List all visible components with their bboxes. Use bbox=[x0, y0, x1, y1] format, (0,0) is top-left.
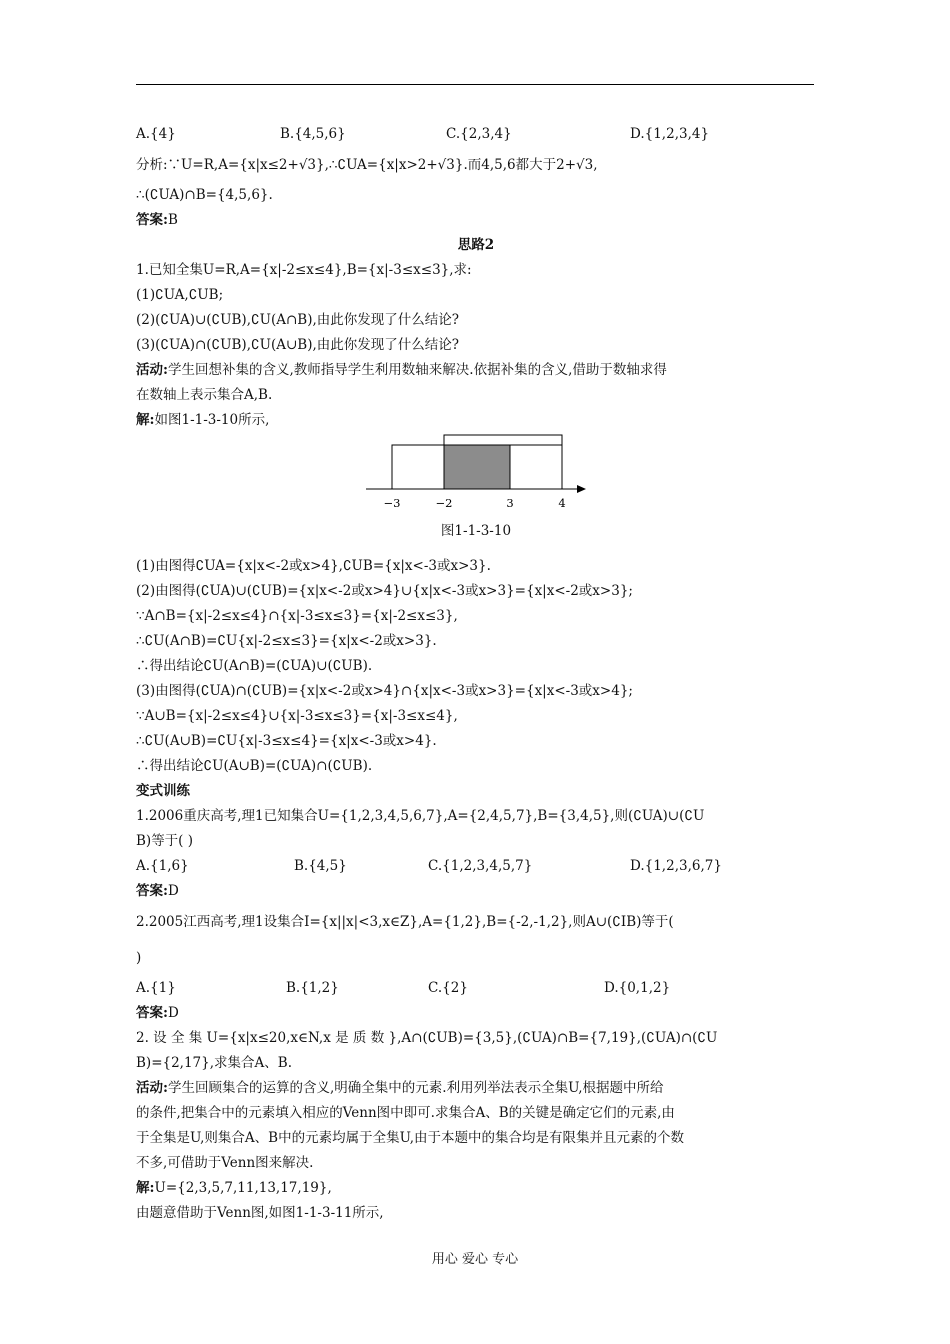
problem2-activity-3: 于全集是U,则集合A、B中的元素均属于全集U,由于本题中的集合均是有限集并且元素的个数 bbox=[136, 1130, 685, 1146]
step-5: ∴得出结论∁U(A∩B)=(∁UA)∪(∁UB). bbox=[136, 658, 373, 674]
step-4: ∴∁U(A∩B)=∁U{x|-2≤x≤3}={x|x<-2或x>3}. bbox=[136, 633, 437, 649]
activity-text: 学生回顾集合的运算的含义,明确全集中的元素.利用列举法表示全集U,根据题中所给 bbox=[167, 1080, 664, 1096]
problem1-part-1: (1)∁UA,∁UB; bbox=[136, 287, 224, 303]
option-a: A.{4} bbox=[136, 126, 176, 142]
prev-answer bbox=[136, 208, 816, 233]
prev-options bbox=[136, 122, 816, 147]
answer-label: 答案: bbox=[136, 212, 168, 228]
option-a: A.{1} bbox=[136, 980, 176, 996]
option-b: B.{1,2} bbox=[286, 980, 339, 996]
answer-value: D bbox=[167, 883, 179, 899]
variant-ex1-line1: 1.2006重庆高考,理1已知集合U={1,2,3,4,5,6,7},A={2,4,5,7},B={3,4,5},则(∁UA)∪(∁U bbox=[136, 808, 705, 824]
solution-intro-text: 如图1-1-3-10所示, bbox=[154, 412, 270, 428]
problem2-solution-1 bbox=[136, 1176, 816, 1201]
option-c: C.{2,3,4} bbox=[446, 126, 512, 142]
option-d: D.{1,2,3,6,7} bbox=[630, 858, 722, 874]
problem1-part-3: (3)(∁UA)∩(∁UB),∁U(A∪B),由此你发现了什么结论? bbox=[136, 337, 459, 353]
number-line-svg bbox=[366, 433, 726, 509]
tick-label-neg3: −3 bbox=[383, 496, 401, 509]
axis-arrow-icon bbox=[577, 485, 586, 493]
figure-caption: 图1-1-3-10 bbox=[440, 523, 512, 539]
option-c: C.{1,2,3,4,5,7} bbox=[428, 858, 533, 874]
problem2-activity-2: 的条件,把集合中的元素填入相应的Venn图中即可.求集合A、B的关键是确定它们的元素,由 bbox=[136, 1105, 675, 1121]
option-b: B.{4,5} bbox=[294, 858, 347, 874]
tick-label-neg2: −2 bbox=[435, 496, 453, 509]
problem2-activity-1 bbox=[136, 1076, 816, 1101]
solution-label: 解: bbox=[136, 1180, 155, 1196]
activity-text: 学生回想补集的含义,教师指导学生利用数轴来解决.依据补集的含义,借助于数轴求得 bbox=[167, 362, 667, 378]
solution-label: 解: bbox=[136, 412, 155, 428]
variant-ex1-answer bbox=[136, 879, 816, 904]
step-1: (1)由图得∁UA={x|x<-2或x>4},∁UB={x|x<-3或x>3}. bbox=[136, 558, 491, 574]
variant-ex2-options bbox=[136, 976, 816, 1001]
step-8: ∴∁U(A∪B)=∁U{x|-3≤x≤4}={x|x<-3或x>4}. bbox=[136, 733, 437, 749]
problem2-line2: B)={2,17},求集合A、B. bbox=[136, 1055, 292, 1071]
section-heading: 思路2 bbox=[457, 237, 495, 253]
variant-ex1-line2: B)等于( ) bbox=[136, 833, 194, 849]
activity-label: 活动: bbox=[136, 362, 168, 378]
variant-ex1-options bbox=[136, 854, 816, 879]
step-3: ∵A∩B={x|-2≤x≤4}∩{x|-3≤x≤3}={x|-2≤x≤3}, bbox=[136, 608, 458, 624]
problem1-part-2: (2)(∁UA)∪(∁UB),∁U(A∩B),由此你发现了什么结论? bbox=[136, 312, 459, 328]
answer-value: B bbox=[167, 212, 178, 228]
page-content bbox=[136, 122, 816, 1226]
answer-value: D bbox=[167, 1005, 179, 1021]
variant-ex2-answer bbox=[136, 1001, 816, 1026]
option-d: D.{1,2,3,4} bbox=[630, 126, 710, 142]
option-a: A.{1,6} bbox=[136, 858, 189, 874]
activity-label: 活动: bbox=[136, 1080, 168, 1096]
variant-ex2-line2: ) bbox=[136, 950, 142, 966]
option-b: B.{4,5,6} bbox=[280, 126, 346, 142]
problem1-solution-intro bbox=[136, 408, 816, 433]
step-2: (2)由图得(∁UA)∪(∁UB)={x|x<-2或x>4}∪{x|x<-3或x>3}={x|x<-2或x>3}; bbox=[136, 583, 633, 599]
step-6: (3)由图得(∁UA)∩(∁UB)={x|x<-2或x>4}∩{x|x<-3或x>3}={x|x<-3或x>4}; bbox=[136, 683, 633, 699]
intersection-fill bbox=[444, 445, 510, 489]
page-footer: 用心 爱心 专心 bbox=[431, 1252, 519, 1267]
problem2-activity-4: 不多,可借助于Venn图来解决. bbox=[136, 1155, 314, 1171]
variant-heading: 变式训练 bbox=[136, 783, 190, 799]
prev-analysis: 分析:∵U=R,A={x|x≤2+√3},∴∁UA={x|x>2+√3}.而4,5,6都大于2+√3, bbox=[136, 157, 598, 173]
number-line-figure bbox=[136, 433, 816, 509]
answer-label: 答案: bbox=[136, 1005, 168, 1021]
answer-label: 答案: bbox=[136, 883, 168, 899]
prev-conclusion: ∴(∁UA)∩B={4,5,6}. bbox=[136, 187, 273, 203]
problem1-activity-2: 在数轴上表示集合A,B. bbox=[136, 387, 273, 403]
step-7: ∵A∪B={x|-2≤x≤4}∪{x|-3≤x≤3}={x|-3≤x≤4}, bbox=[136, 708, 458, 724]
problem2-solution-2: 由题意借助于Venn图,如图1-1-3-11所示, bbox=[136, 1205, 384, 1221]
tick-label-4: 4 bbox=[558, 496, 566, 509]
variant-ex2-line1: 2.2005江西高考,理1设集合I={x||x|<3,x∈Z},A={1,2},B={-2,-1,2},则A∪(∁IB)等于( bbox=[136, 914, 674, 930]
problem1-activity-1 bbox=[136, 358, 816, 383]
problem1-stem: 1.已知全集U=R,A={x|-2≤x≤4},B={x|-3≤x≤3},求: bbox=[136, 262, 472, 278]
option-c: C.{2} bbox=[428, 980, 468, 996]
tick-label-3: 3 bbox=[506, 496, 514, 509]
header-rule bbox=[136, 84, 814, 85]
solution-text: U={2,3,5,7,11,13,17,19}, bbox=[154, 1180, 332, 1196]
step-9: ∴得出结论∁U(A∪B)=(∁UA)∩(∁UB). bbox=[136, 758, 373, 774]
option-d: D.{0,1,2} bbox=[604, 980, 671, 996]
problem2-line1: 2. 设 全 集 U={x|x≤20,x∈N,x 是 质 数 },A∩(∁UB)={3,5},(∁UA)∩B={7,19},(∁UA)∩(∁U bbox=[136, 1030, 718, 1046]
